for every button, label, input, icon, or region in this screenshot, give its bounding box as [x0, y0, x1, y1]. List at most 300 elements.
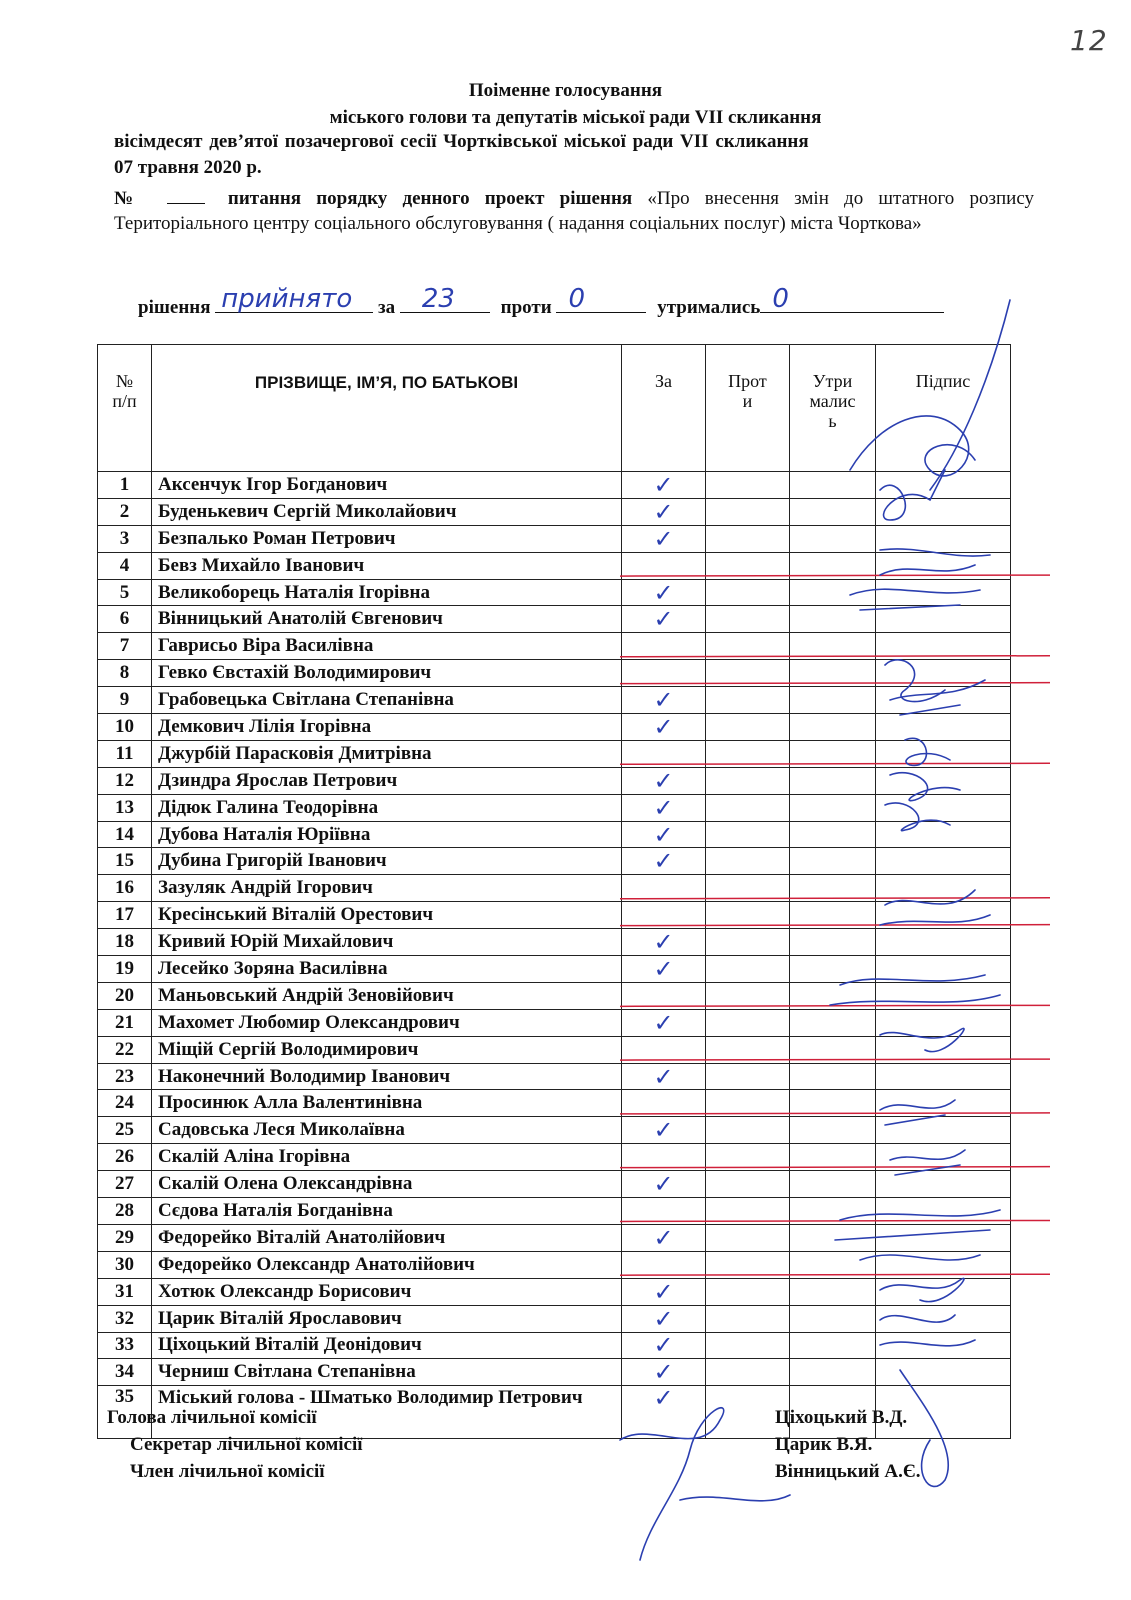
deputy-name: Царик Віталій Ярославович: [152, 1305, 622, 1332]
vote-abstain-cell: [790, 1332, 876, 1359]
vote-check-icon: ✓: [653, 1170, 674, 1199]
vote-against-cell: [706, 1009, 790, 1036]
row-number: 28: [98, 1198, 152, 1225]
deputy-name: Міський голова - Шматько Володимир Петрович: [152, 1386, 622, 1439]
signature-cell: [876, 929, 1011, 956]
vote-against-cell: [706, 740, 790, 767]
deputy-name: Дідюк Галина Теодорівна: [152, 794, 622, 821]
deputy-name: Зазуляк Андрій Ігорович: [152, 875, 622, 902]
commission-member-name: Вінницький А.Є.: [775, 1461, 921, 1482]
vote-for-cell: [622, 1332, 706, 1359]
row-number: 34: [98, 1359, 152, 1386]
table-row: [98, 687, 1011, 714]
vote-against-cell: [706, 606, 790, 633]
row-number: 6: [98, 606, 152, 633]
vote-against-cell: [706, 498, 790, 525]
for-count-field: [400, 284, 490, 314]
vote-abstain-cell: [790, 929, 876, 956]
vote-abstain-cell: [790, 498, 876, 525]
row-number: 17: [98, 902, 152, 929]
signature-cell: [876, 902, 1011, 929]
vote-for-cell: [622, 472, 706, 499]
row-number: 30: [98, 1251, 152, 1278]
deputy-name: Джурбій Парасковія Дмитрівна: [152, 740, 622, 767]
vote-against-cell: [706, 1036, 790, 1063]
signature-cell: [876, 1224, 1011, 1251]
vote-abstain-cell: [790, 1009, 876, 1036]
signature-cell: [876, 982, 1011, 1009]
deputy-name: Великоборець Наталія Ігорівна: [152, 579, 622, 606]
row-number: 35: [98, 1386, 152, 1439]
vote-for-cell: [622, 1009, 706, 1036]
vote-for-cell: [622, 687, 706, 714]
deputy-name: Сєдова Наталія Богданівна: [152, 1198, 622, 1225]
commission-chair-name: Ціхоцький В.Д.: [775, 1407, 908, 1428]
deputy-name: Федорейко Віталій Анатолійович: [152, 1224, 622, 1251]
vote-abstain-cell: [790, 1063, 876, 1090]
question-number-label: №: [114, 188, 144, 209]
vote-abstain-cell: [790, 740, 876, 767]
table-row: [98, 1198, 1011, 1225]
signature-cell: [876, 552, 1011, 579]
table-row: [98, 767, 1011, 794]
table-row: [98, 1117, 1011, 1144]
vote-for-cell: [622, 794, 706, 821]
row-number: 33: [98, 1332, 152, 1359]
row-number: 5: [98, 579, 152, 606]
vote-check-icon: ✓: [653, 1358, 674, 1387]
row-number: 22: [98, 1036, 152, 1063]
vote-abstain-cell: [790, 1224, 876, 1251]
vote-abstain-cell: [790, 982, 876, 1009]
row-number: 18: [98, 929, 152, 956]
vote-against-cell: [706, 1144, 790, 1171]
vote-check-icon: ✓: [653, 686, 674, 715]
vote-for-cell: [622, 1090, 706, 1117]
table-row: [98, 1171, 1011, 1198]
row-number: 20: [98, 982, 152, 1009]
signature-cell: [876, 848, 1011, 875]
signature-cell: [876, 633, 1011, 660]
abstain-label: утримались: [657, 297, 761, 318]
row-number: 29: [98, 1224, 152, 1251]
decision-result-handwritten: прийнято: [221, 284, 353, 314]
header-for: За: [622, 345, 706, 472]
table-row: [98, 660, 1011, 687]
vote-for-cell: [622, 525, 706, 552]
deputy-name: Федорейко Олександр Анатолійович: [152, 1251, 622, 1278]
vote-abstain-cell: [790, 552, 876, 579]
deputy-name: Махомет Любомир Олександрович: [152, 1009, 622, 1036]
deputy-name: Грабовецька Світлана Степанівна: [152, 687, 622, 714]
table-row: [98, 848, 1011, 875]
vote-check-icon: ✓: [653, 712, 674, 741]
row-number: 26: [98, 1144, 152, 1171]
vote-check-icon: ✓: [653, 578, 674, 607]
vote-abstain-cell: [790, 1171, 876, 1198]
vote-abstain-cell: [790, 472, 876, 499]
row-number: 9: [98, 687, 152, 714]
vote-against-cell: [706, 1251, 790, 1278]
vote-against-cell: [706, 767, 790, 794]
row-number: 31: [98, 1278, 152, 1305]
vote-for-cell: [622, 1359, 706, 1386]
vote-for-cell: [622, 1171, 706, 1198]
vote-abstain-cell: [790, 579, 876, 606]
vote-for-cell: [622, 1063, 706, 1090]
table-row: [98, 633, 1011, 660]
table-row: [98, 498, 1011, 525]
row-number: 8: [98, 660, 152, 687]
row-number: 2: [98, 498, 152, 525]
header-signature: Підпис: [876, 345, 1011, 472]
vote-check-icon: ✓: [653, 470, 674, 499]
vote-for-cell: [622, 660, 706, 687]
vote-abstain-cell: [790, 633, 876, 660]
vote-for-cell: [622, 606, 706, 633]
vote-against-cell: [706, 821, 790, 848]
table-row: [98, 929, 1011, 956]
vote-for-cell: [622, 1224, 706, 1251]
deputy-name: Буденькевич Сергій Миколайович: [152, 498, 622, 525]
question-number-blank: [167, 183, 205, 204]
table-row: [98, 579, 1011, 606]
vote-against-cell: [706, 1063, 790, 1090]
vote-against-cell: [706, 1117, 790, 1144]
table-row: [98, 714, 1011, 741]
vote-against-cell: [706, 1090, 790, 1117]
commission-secretary-name: Царик В.Я.: [775, 1434, 873, 1455]
vote-for-cell: [622, 552, 706, 579]
vote-check-icon: ✓: [653, 1223, 674, 1252]
deputy-name: Бевз Михайло Іванович: [152, 552, 622, 579]
vote-check-icon: ✓: [653, 766, 674, 795]
roll-call-table: [97, 344, 1011, 1439]
signature-cell: [876, 1171, 1011, 1198]
vote-for-cell: [622, 633, 706, 660]
table-row: [98, 1144, 1011, 1171]
decision-result-field: [215, 284, 373, 314]
deputy-name: Черниш Світлана Степанівна: [152, 1359, 622, 1386]
vote-check-icon: ✓: [653, 605, 674, 634]
vote-against-cell: [706, 1278, 790, 1305]
table-row: [98, 740, 1011, 767]
vote-against-cell: [706, 875, 790, 902]
signature-cell: [876, 687, 1011, 714]
vote-abstain-cell: [790, 687, 876, 714]
signature-cell: [876, 498, 1011, 525]
row-number: 23: [98, 1063, 152, 1090]
vote-for-cell: [622, 1251, 706, 1278]
signature-cell: [876, 875, 1011, 902]
vote-abstain-cell: [790, 1305, 876, 1332]
header-against: Прот и: [706, 345, 790, 472]
signature-cell: [876, 606, 1011, 633]
vote-for-cell: [622, 848, 706, 875]
header-num: № п/п: [98, 345, 152, 472]
table-row: [98, 1278, 1011, 1305]
vote-abstain-cell: [790, 525, 876, 552]
commission-chair-label: Голова лічильної комісії: [107, 1407, 317, 1428]
vote-for-cell: [622, 1036, 706, 1063]
deputy-name: Дубина Григорій Іванович: [152, 848, 622, 875]
row-number: 16: [98, 875, 152, 902]
question-text: «Про внесення змін до штатного розпису Територіального центру соціального обслуговування ( надання соціальних послуг) міста Чорткова»: [114, 188, 1035, 234]
vote-abstain-cell: [790, 1359, 876, 1386]
vote-abstain-cell: [790, 794, 876, 821]
row-number: 10: [98, 714, 152, 741]
signature-cell: [876, 472, 1011, 499]
vote-abstain-cell: [790, 1251, 876, 1278]
header-name: ПРІЗВИЩЕ, ІМ’Я, ПО БАТЬКОВІ: [152, 345, 622, 472]
document-title: Поіменне голосування: [468, 80, 663, 101]
vote-against-cell: [706, 956, 790, 983]
vote-check-icon: ✓: [653, 1277, 674, 1306]
table-row: [98, 956, 1011, 983]
signature-cell: [876, 1251, 1011, 1278]
for-count-handwritten: 23: [421, 284, 455, 314]
vote-check-icon: ✓: [653, 1008, 674, 1037]
signature-cell: [876, 1332, 1011, 1359]
vote-for-cell: [622, 714, 706, 741]
vote-against-cell: [706, 687, 790, 714]
vote-check-icon: ✓: [653, 1384, 674, 1413]
table-row: [98, 1090, 1011, 1117]
deputy-name: Дубова Наталія Юріївна: [152, 821, 622, 848]
vote-for-cell: [622, 929, 706, 956]
vote-against-cell: [706, 794, 790, 821]
signature-cell: [876, 794, 1011, 821]
session-date: 07 травня 2020 р.: [114, 157, 262, 178]
deputy-name: Аксенчук Ігор Богданович: [152, 472, 622, 499]
row-number: 27: [98, 1171, 152, 1198]
vote-abstain-cell: [790, 902, 876, 929]
signature-cell: [876, 1009, 1011, 1036]
row-number: 11: [98, 740, 152, 767]
deputy-name: Безпалько Роман Петрович: [152, 525, 622, 552]
deputy-name: Садовська Леся Миколаївна: [152, 1117, 622, 1144]
row-number: 4: [98, 552, 152, 579]
vote-abstain-cell: [790, 767, 876, 794]
table-row: [98, 1036, 1011, 1063]
signature-cell: [876, 1063, 1011, 1090]
vote-against-cell: [706, 472, 790, 499]
deputy-name: Наконечний Володимир Іванович: [152, 1063, 622, 1090]
deputy-name: Маньовський Андрій Зеновійович: [152, 982, 622, 1009]
vote-for-cell: [622, 875, 706, 902]
deputy-name: Вінницький Анатолій Євгенович: [152, 606, 622, 633]
page-number: 12: [1070, 24, 1108, 57]
row-number: 3: [98, 525, 152, 552]
table-row: [98, 472, 1011, 499]
vote-against-cell: [706, 848, 790, 875]
vote-abstain-cell: [790, 956, 876, 983]
vote-for-cell: [622, 821, 706, 848]
table-row: [98, 1305, 1011, 1332]
deputy-name: Дзиндра Ярослав Петрович: [152, 767, 622, 794]
vote-for-cell: [622, 1198, 706, 1225]
vote-abstain-cell: [790, 1090, 876, 1117]
table-row: [98, 606, 1011, 633]
vote-for-cell: [622, 1144, 706, 1171]
vote-against-cell: [706, 1305, 790, 1332]
against-count-handwritten: 0: [568, 284, 585, 314]
vote-abstain-cell: [790, 848, 876, 875]
vote-against-cell: [706, 1198, 790, 1225]
signature-cell: [876, 1198, 1011, 1225]
vote-against-cell: [706, 660, 790, 687]
table-row: [98, 875, 1011, 902]
row-number: 13: [98, 794, 152, 821]
row-number: 14: [98, 821, 152, 848]
commission-secretary-label: Секретар лічильної комісії: [130, 1434, 363, 1455]
abstain-count-field: [760, 284, 944, 314]
row-number: 24: [98, 1090, 152, 1117]
vote-against-cell: [706, 1359, 790, 1386]
deputy-name: Ціхоцький Віталій Деонідович: [152, 1332, 622, 1359]
deputy-name: Кривий Юрій Михайлович: [152, 929, 622, 956]
vote-abstain-cell: [790, 660, 876, 687]
signature-cell: [876, 1359, 1011, 1386]
vote-abstain-cell: [790, 875, 876, 902]
vote-check-icon: ✓: [653, 793, 674, 822]
vote-abstain-cell: [790, 1144, 876, 1171]
for-label: за: [378, 297, 396, 318]
deputy-name: Просинюк Алла Валентинівна: [152, 1090, 622, 1117]
abstain-count-handwritten: 0: [772, 284, 789, 314]
table-row: [98, 552, 1011, 579]
vote-abstain-cell: [790, 1278, 876, 1305]
header-abstain: Утри малис ь: [790, 345, 876, 472]
deputy-name: Скалій Олена Олександрівна: [152, 1171, 622, 1198]
vote-check-icon: ✓: [653, 928, 674, 957]
vote-against-cell: [706, 982, 790, 1009]
row-number: 19: [98, 956, 152, 983]
question-bold-part: питання порядку денного проект рішення: [227, 188, 633, 209]
vote-for-cell: [622, 1278, 706, 1305]
vote-against-cell: [706, 714, 790, 741]
table-row: [98, 1359, 1011, 1386]
vote-for-cell: [622, 1386, 706, 1439]
signature-cell: [876, 1036, 1011, 1063]
signature-cell: [876, 1278, 1011, 1305]
vote-for-cell: [622, 740, 706, 767]
deputy-name: Гевко Євстахій Володимирович: [152, 660, 622, 687]
signature-cell: [876, 714, 1011, 741]
deputy-name: Кресінський Віталій Орестович: [152, 902, 622, 929]
vote-for-cell: [622, 956, 706, 983]
signature-cell: [876, 821, 1011, 848]
row-number: 1: [98, 472, 152, 499]
vote-check-icon: ✓: [653, 1331, 674, 1360]
deputy-name: Хотюк Олександр Борисович: [152, 1278, 622, 1305]
decision-label: рішення: [138, 297, 211, 318]
table-row: [98, 1224, 1011, 1251]
table-row: [98, 1332, 1011, 1359]
session-line: вісімдесят дев’ятої позачергової сесії Чортківської міської ради VII скликання: [114, 131, 809, 152]
table-row: [98, 1009, 1011, 1036]
table-row: [98, 1251, 1011, 1278]
row-number: 25: [98, 1117, 152, 1144]
row-number: 7: [98, 633, 152, 660]
vote-abstain-cell: [790, 714, 876, 741]
vote-against-cell: [706, 552, 790, 579]
table-row: [98, 902, 1011, 929]
vote-for-cell: [622, 767, 706, 794]
vote-for-cell: [622, 579, 706, 606]
vote-check-icon: ✓: [653, 847, 674, 876]
signature-cell: [876, 525, 1011, 552]
signature-cell: [876, 660, 1011, 687]
signature-cell: [876, 767, 1011, 794]
signature-cell: [876, 1305, 1011, 1332]
vote-abstain-cell: [790, 606, 876, 633]
table-row: [98, 794, 1011, 821]
deputy-name: Міщій Сергій Володимирович: [152, 1036, 622, 1063]
table-row: [98, 982, 1011, 1009]
vote-check-icon: ✓: [653, 497, 674, 526]
vote-check-icon: ✓: [653, 1304, 674, 1333]
table-row: [98, 821, 1011, 848]
vote-against-cell: [706, 902, 790, 929]
vote-for-cell: [622, 498, 706, 525]
table-header-row: [98, 345, 1011, 472]
row-number: 12: [98, 767, 152, 794]
vote-against-cell: [706, 579, 790, 606]
vote-against-cell: [706, 1332, 790, 1359]
row-number: 32: [98, 1305, 152, 1332]
signature-cell: [876, 1117, 1011, 1144]
vote-for-cell: [622, 1305, 706, 1332]
deputy-name: Гаврисьо Віра Василівна: [152, 633, 622, 660]
vote-against-cell: [706, 525, 790, 552]
signature-cell: [876, 956, 1011, 983]
vote-abstain-cell: [790, 821, 876, 848]
vote-check-icon: ✓: [653, 954, 674, 983]
signature-cell: [876, 579, 1011, 606]
vote-abstain-cell: [790, 1036, 876, 1063]
deputy-name: Лесейко Зоряна Василівна: [152, 956, 622, 983]
table-row: [98, 1063, 1011, 1090]
row-number: 21: [98, 1009, 152, 1036]
signature-cell: [876, 1090, 1011, 1117]
document-subtitle: міського голови та депутатів міської ради VII скликання: [329, 107, 822, 128]
deputy-name: Скалій Аліна Ігорівна: [152, 1144, 622, 1171]
vote-against-cell: [706, 1224, 790, 1251]
vote-check-icon: ✓: [653, 820, 674, 849]
commission-member-label: Член лічильної комісії: [130, 1461, 325, 1482]
signature-cell: [876, 1144, 1011, 1171]
deputy-name: Демкович Лілія Ігорівна: [152, 714, 622, 741]
vote-for-cell: [622, 982, 706, 1009]
decision-summary: [138, 284, 944, 319]
agenda-question: [114, 183, 1034, 236]
vote-abstain-cell: [790, 1117, 876, 1144]
vote-abstain-cell: [790, 1198, 876, 1225]
row-number: 15: [98, 848, 152, 875]
table-row: [98, 525, 1011, 552]
vote-against-cell: [706, 1171, 790, 1198]
vote-check-icon: ✓: [653, 1116, 674, 1145]
against-count-field: [556, 284, 646, 314]
vote-for-cell: [622, 902, 706, 929]
signature-cell: [876, 740, 1011, 767]
vote-against-cell: [706, 929, 790, 956]
vote-check-icon: ✓: [653, 1062, 674, 1091]
vote-check-icon: ✓: [653, 524, 674, 553]
against-label: проти: [500, 297, 552, 318]
vote-for-cell: [622, 1117, 706, 1144]
